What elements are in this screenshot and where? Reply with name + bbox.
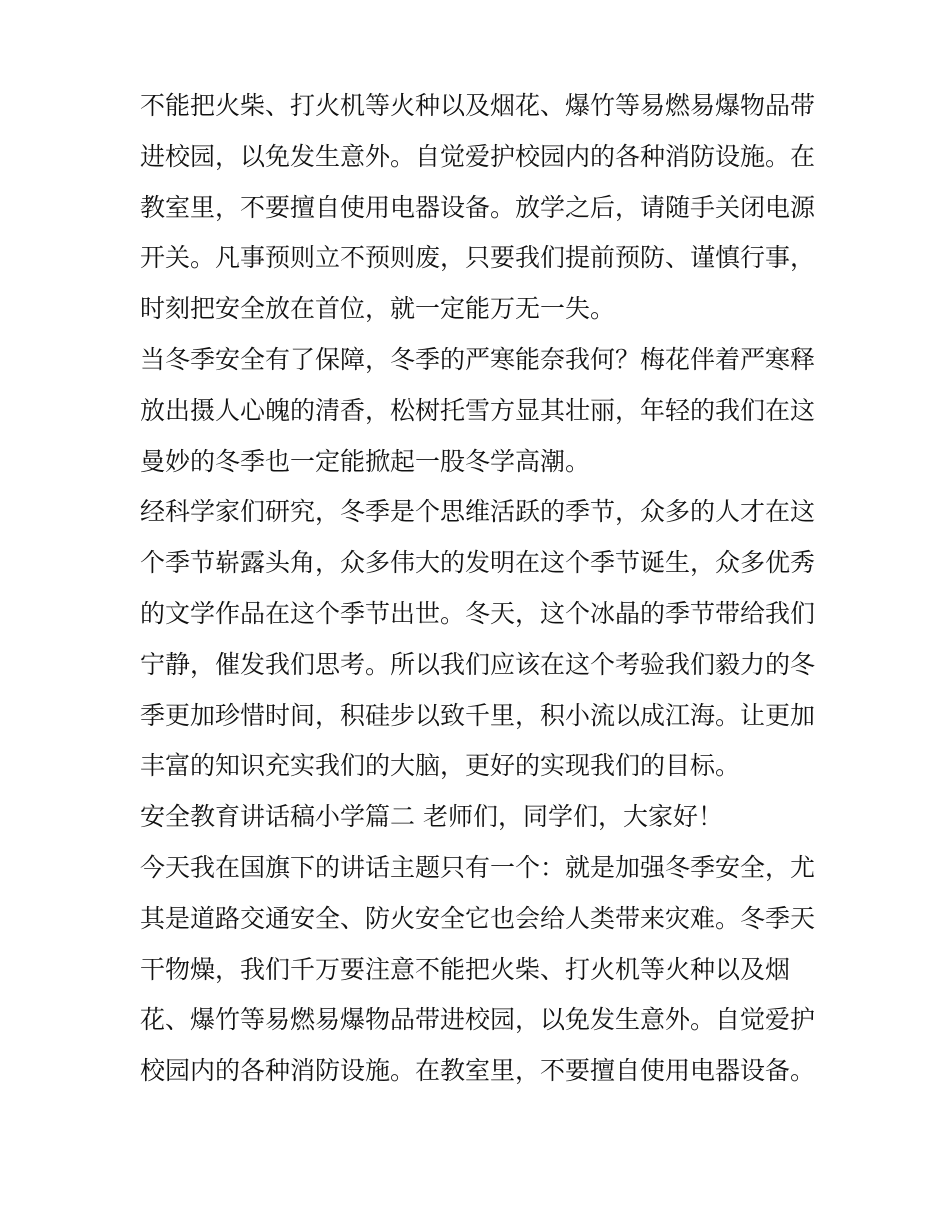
text-line: 其是道路交通安全、防火安全它也会给人类带来灾难。冬季天 xyxy=(140,903,816,933)
text-line: 当冬季安全有了保障，冬季的严寒能奈我何？梅花伴着严寒释 xyxy=(140,344,816,374)
text-line: 进校园，以免发生意外。自觉爱护校园内的各种消防设施。在 xyxy=(140,141,816,171)
text-line: 教室里，不要擅自使用电器设备。放学之后，请随手关闭电源 xyxy=(140,192,816,222)
text-line: 经科学家们研究，冬季是个思维活跃的季节，众多的人才在这 xyxy=(140,497,816,527)
text-line: 时刻把安全放在首位，就一定能万无一失。 xyxy=(140,294,616,324)
section-heading-line: 安全教育讲话稿小学篇二 老师们，同学们，大家好！ xyxy=(140,802,723,832)
document-body xyxy=(140,81,820,1097)
text-line: 季更加珍惜时间，积硅步以致千里，积小流以成江海。让更加 xyxy=(140,700,816,730)
text-line: 曼妙的冬季也一定能掀起一股冬学高潮。 xyxy=(140,446,591,476)
text-line: 校园内的各种消防设施。在教室里，不要擅自使用电器设备。 xyxy=(140,1056,816,1086)
text-line: 放出摄人心魄的清香，松树托雪方显其壮丽，年轻的我们在这 xyxy=(140,395,816,425)
text-line: 不能把火柴、打火机等火种以及烟花、爆竹等易燃易爆物品带 xyxy=(140,91,816,120)
text-line: 的文学作品在这个季节出世。冬天，这个冰晶的季节带给我们 xyxy=(140,598,816,628)
text-line: 花、爆竹等易燃易爆物品带进校园，以免发生意外。自觉爱护 xyxy=(140,1005,816,1035)
text-line: 个季节崭露头角，众多伟大的发明在这个季节诞生，众多优秀 xyxy=(140,548,816,578)
text-line: 开关。凡事预则立不预则废，只要我们提前预防、谨慎行事， xyxy=(140,243,816,273)
text-line: 干物燥，我们千万要注意不能把火柴、打火机等火种以及烟 xyxy=(140,954,791,984)
text-line: 宁静，催发我们思考。所以我们应该在这个考验我们毅力的冬 xyxy=(140,649,816,679)
text-line: 今天我在国旗下的讲话主题只有一个：就是加强冬季安全，尤 xyxy=(140,852,816,882)
text-line: 丰富的知识充实我们的大脑，更好的实现我们的目标。 xyxy=(140,751,741,781)
